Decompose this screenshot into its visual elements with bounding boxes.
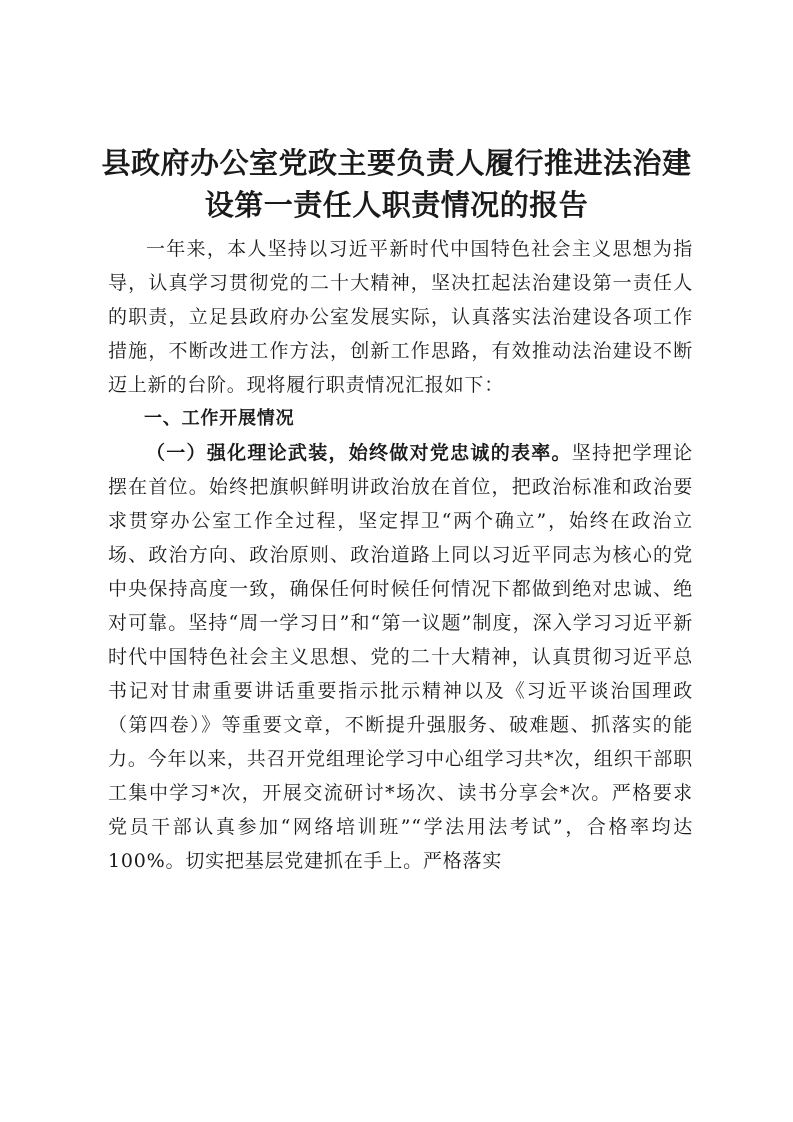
section-heading: 一、工作开展情况: [144, 408, 295, 429]
title-line-2: 设第一责任人职责情况的报告: [204, 188, 589, 222]
document-body: [108, 232, 693, 878]
subsection-lead: （一）强化理论武装，始终做对党忠诚的表率。: [146, 442, 572, 464]
subsection-body: 坚持把学理论摆在首位。始终把旗帜鲜明讲政治放在首位，把政治标准和政治要求贯穿办公室工作全过程，坚定捍卫“两个确立”，始终在政治立场、政治方向、政治原则、政治道路上同以习近平同志为核心的党中央保持高度一致，确保任何时候任何情况下都做到绝对忠诚、绝对可靠。坚持“周一学习日”和“第一议题”制度，深入学习习近平新时代中国特色社会主义思想、党的二十大精神，认真贯彻习近平总书记对甘肃重要讲话重要指示批示精神以及《习近平谈治国理政（第四卷）》等重要文章，不断提升强服务、破难题、抓落实的能力。今年以来，共召开党组理论学习中心组学习共*次，组织干部职工集中学习*次，开展交流研讨*场次、读书分享会*次。严格要求党员干部认真参加“网络培训班”“学法用法考试”，合格率均达100%。切实把基层党建抓在手上。严格落实: [108, 442, 693, 872]
title-line-1: 县政府办公室党政主要负责人履行推进法治建: [101, 146, 692, 180]
document-title: [96, 142, 697, 226]
intro-paragraph: 一年来，本人坚持以习近平新时代中国特色社会主义思想为指导，认真学习贯彻党的二十大精神，坚决扛起法治建设第一责任人的职责，立足县政府办公室发展实际，认真落实法治建设各项工作措施，不断改进工作方法，创新工作思路，有效推动法治建设不断迈上新的台阶。现将履行职责情况汇报如下：: [108, 238, 693, 396]
subsection-paragraph: [108, 436, 693, 878]
